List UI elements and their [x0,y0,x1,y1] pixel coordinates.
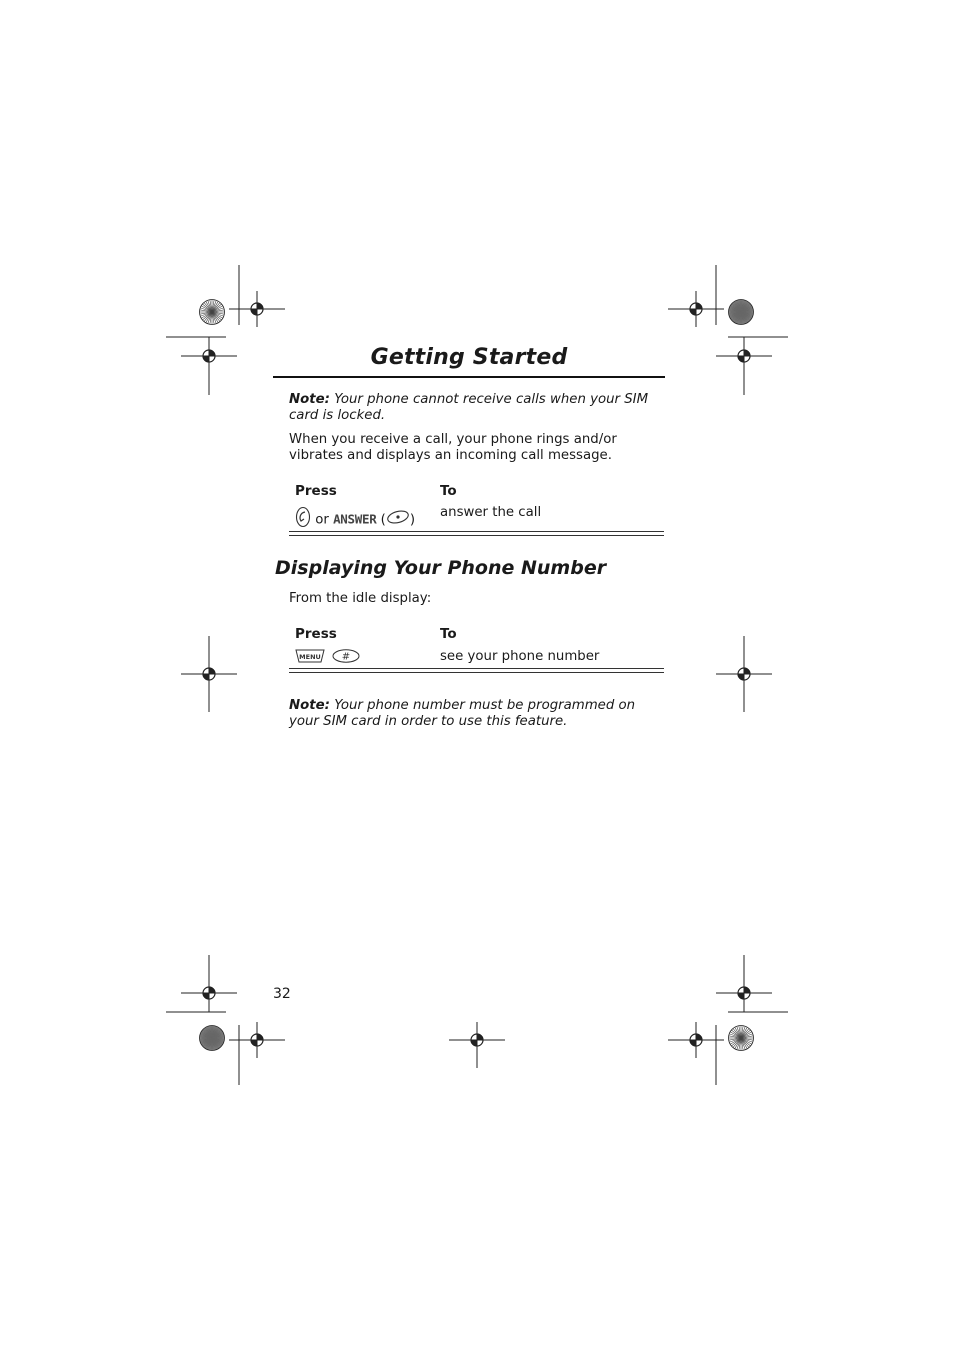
note-paragraph-2 [289,698,661,730]
registration-mark-icon [229,1022,285,1058]
starburst-mark-icon [729,300,754,325]
table1-header-to: To [440,483,457,499]
svg-text:#: # [342,651,351,663]
section-title: Displaying Your Phone Number [275,557,607,579]
select-key-icon [386,510,410,529]
menu-key-icon [295,648,325,669]
table1-header-press: Press [295,483,337,499]
starburst-mark-icon [200,300,225,325]
registration-mark-icon [229,291,285,327]
table2-rule-bottom [289,672,664,673]
note-paragraph [289,392,661,424]
svg-text:MENU: MENU [299,653,321,661]
pound-key-icon [331,648,361,669]
header-rule [273,376,665,378]
table2-header-press: Press [295,626,337,642]
note-text: Your phone cannot receive calls when your SIM card is locked. [289,392,649,423]
table2-rule-top [289,668,664,669]
intro-paragraph: When you receive a call, your phone rings and/or vibrates and displays an incoming call message. [289,432,617,463]
open-paren: ( [380,512,386,528]
table2-header-to: To [440,626,457,642]
page-header-title: Getting Started [370,345,568,370]
starburst-mark-icon [200,1026,225,1051]
table1-row-to: answer the call [440,505,542,520]
table1-row-press [295,506,415,526]
table2-row-press [295,648,361,666]
from-idle-text: From the idle display: [289,591,432,606]
note-text-2: Your phone number must be programmed on your SIM card in order to use this feature. [289,698,636,729]
page-number: 32 [273,986,291,1002]
table1-rule-top [289,531,664,532]
table2-row-to: see your phone number [440,649,600,664]
starburst-mark-icon [729,1026,754,1051]
answer-softkey-label: ANSWER [333,511,377,527]
note-label: Note: [289,392,330,407]
note-label-2: Note: [289,698,330,713]
send-key-icon [295,506,311,533]
table1-rule-bottom [289,535,664,536]
close-paren: ) [409,512,416,528]
or-text: or [315,512,329,528]
